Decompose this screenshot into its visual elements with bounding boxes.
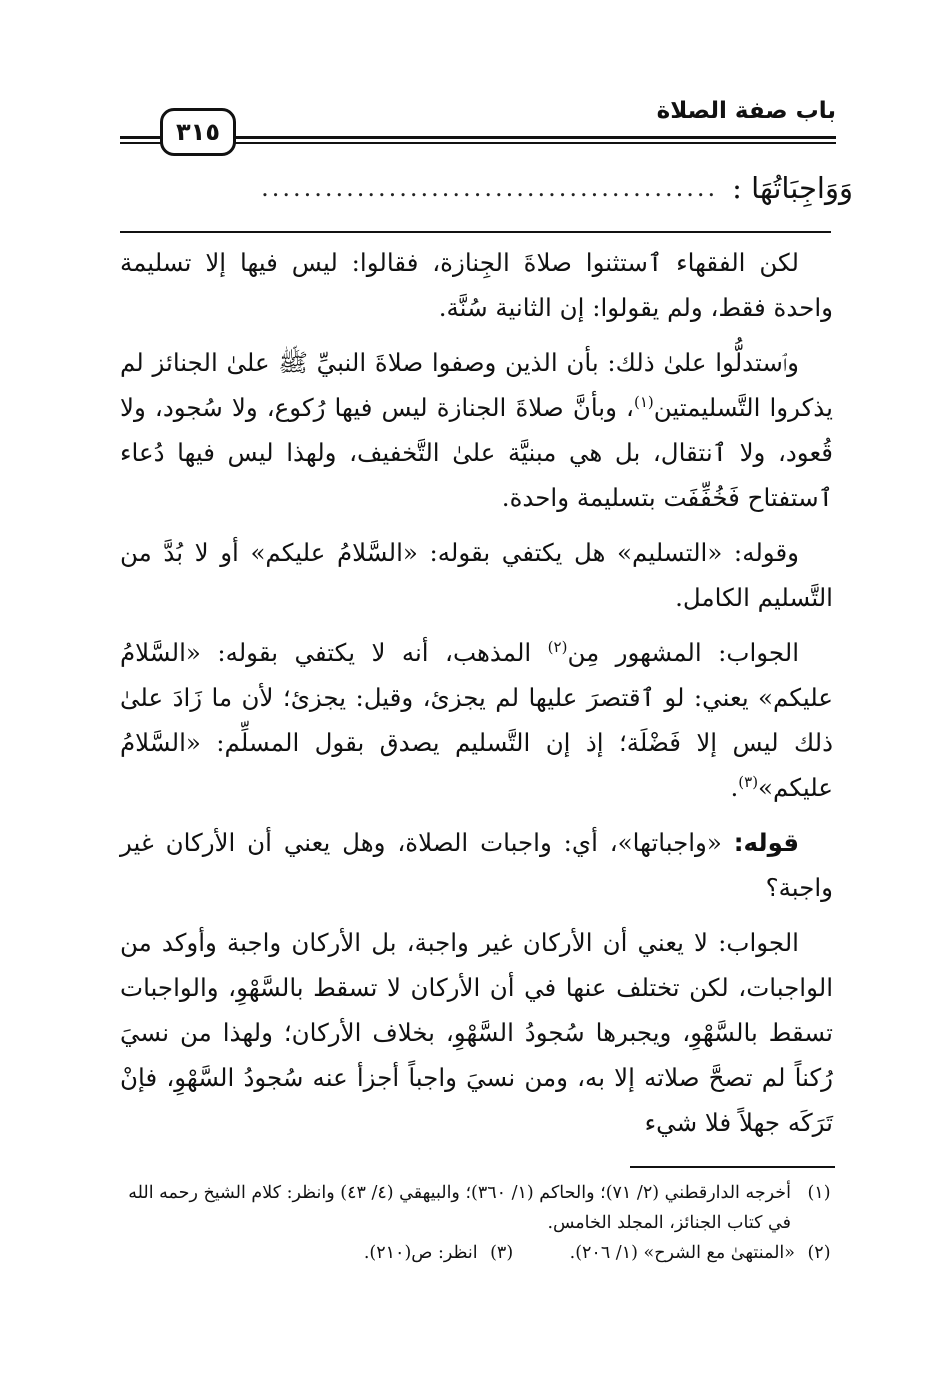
paragraph xyxy=(120,240,833,330)
paragraph xyxy=(120,340,833,520)
footnote xyxy=(570,1238,833,1268)
footnote-ref[interactable]: (١) xyxy=(633,392,654,411)
lead-word: قوله: xyxy=(733,828,799,857)
paragraph-text: ، وبأنَّ صلاةَ الجنازة ليس فيها رُكوع، ولا سُجود، ولا قُعود، ولا ٱنتقال، بل هي مبنيَّة علىٰ التَّخفيف، ولهذا ليس فيها دُعاء ٱستفتاح فَخُفِّفَت بتسليمة واحدة. xyxy=(120,393,833,512)
paragraph-text: لكن الفقهاء ٱستثنوا صلاةَ الجِنازة، فقالوا: ليس فيها إلا تسليمة واحدة فقط، ولم يقولوا: إن الثانية سُنَّة. xyxy=(120,248,833,322)
paragraph-text: وقوله: «التسليم» هل يكتفي بقوله: «السَّلامُ عليكم» أو لا بُدَّ من التَّسليم الكامل. xyxy=(120,538,833,612)
paragraph xyxy=(120,530,833,620)
paragraph-text: وٱستدلُّوا علىٰ ذلك: بأن الذين وصفوا صلاةَ النبيِّ ﷺ علىٰ الجنائز لم يذكروا التَّسليمتين xyxy=(120,348,833,422)
footnote-number: (١) xyxy=(807,1183,831,1203)
paragraph xyxy=(120,920,833,1145)
paragraph-text: . xyxy=(730,773,739,802)
paragraph-text: الجواب: المشهور مِن xyxy=(567,638,800,667)
footnote-row xyxy=(120,1238,833,1268)
footnote-ref[interactable]: (٣) xyxy=(738,772,759,791)
footnotes xyxy=(120,1178,833,1268)
footnote-number: (٣) xyxy=(490,1243,514,1263)
matn-divider xyxy=(120,231,831,233)
paragraph-text: المذهب، أنه لا يكتفي بقوله: «السَّلامُ عليكم» يعني: لو ٱقتصرَ عليها لم يجزئ، وقيل: يجزئ؛ لأن ما زَادَ علىٰ ذلك ليس إلا فَضْلَة؛ إذ إن التَّسليم يصدق بقول المسلِّم: «السَّلامُ عليكم» xyxy=(120,638,833,802)
matn-text: وَوَاجِبَاتُهَا : xyxy=(732,171,853,205)
paragraph-text: الجواب: لا يعني أن الأركان غير واجبة، بل الأركان واجبة وأوكد من الواجبات، لكن تختلف عنها في أن الأركان لا تسقط بالسَّهْوِ، والواجبات تسقط بالسَّهْوِ، ويجبرها سُجودُ السَّهْوِ، بخلاف الأركان؛ ولهذا من نسيَ رُكناً لم تصحَّ صلاته إلا به، ومن نسيَ واجباً أجزأ عنه سُجودُ السَّهْوِ، فإنْ تَرَكَه جهلاً فلا شيء xyxy=(120,928,833,1137)
paragraph-text: «واجباتها»، أي: واجبات الصلاة، وهل يعني أن الأركان غير واجبة؟ xyxy=(120,828,833,902)
footnote-number: (٢) xyxy=(807,1243,831,1263)
chapter-title: باب صفة الصلاة xyxy=(656,98,836,124)
paragraph xyxy=(120,630,833,810)
commentary-body xyxy=(120,240,833,1155)
matn-dots: ........................................... xyxy=(261,174,719,202)
footnote-text: أخرجه الدارقطني (٢/ ٧١)؛ والحاكم (١/ ٣٦٠)؛ والبيهقي (٤/ ٤٣) وانظر: كلام الشيخ رحمه الله في كتاب الجنائز، المجلد الخامس. xyxy=(128,1183,791,1233)
footnote-ref[interactable]: (٢) xyxy=(547,637,568,656)
footnote xyxy=(364,1238,516,1268)
matn-line xyxy=(120,166,853,210)
footnote-divider xyxy=(630,1166,835,1168)
footnote-text: «المنتهىٰ مع الشرح» (١/ ٢٠٦). xyxy=(569,1243,795,1263)
footnote xyxy=(120,1178,833,1238)
paragraph xyxy=(120,820,833,910)
footnote-text: انظر: ص(٢١٠). xyxy=(363,1243,478,1263)
page-number: ٣١٥ xyxy=(160,108,236,156)
